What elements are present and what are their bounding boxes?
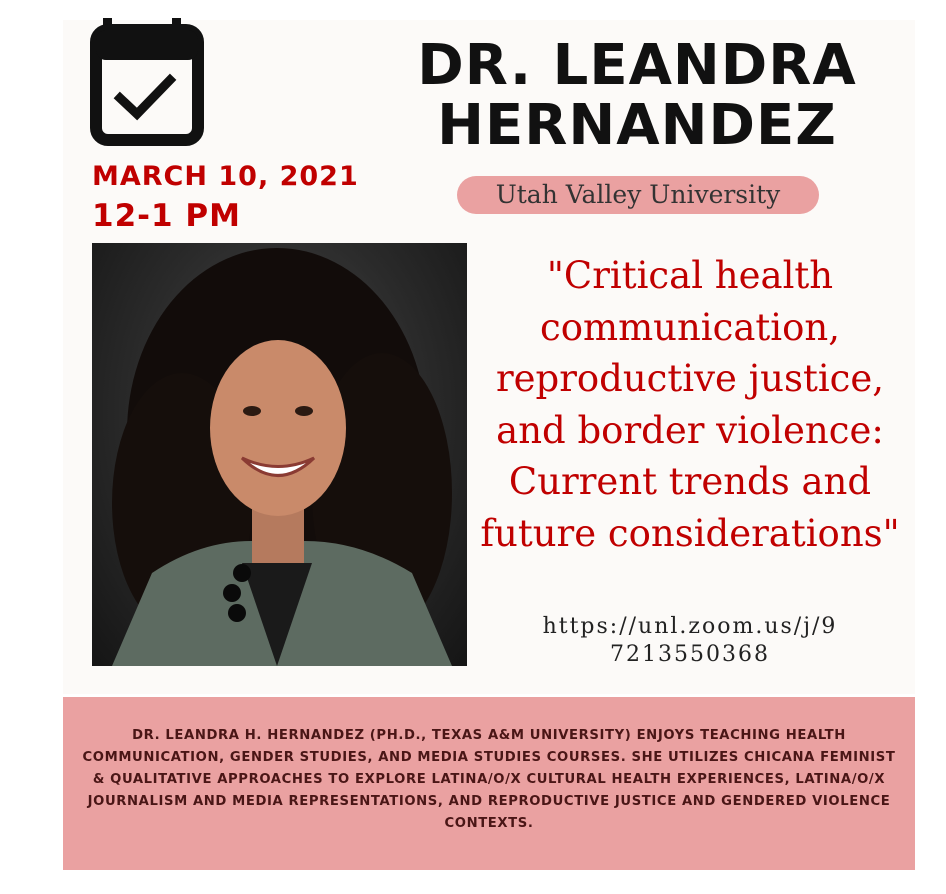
talk-title: "Critical health communication, reproductive justice, and border violence: Current trends and future considerations" [480,254,900,555]
zoom-link[interactable] [480,613,900,669]
event-date: MARCH 10, 2021 [92,161,359,192]
event-datetime [92,160,359,238]
bio-panel [63,697,915,870]
speaker-name-line1: DR. LEANDRA [417,33,857,98]
speaker-name [392,33,882,158]
affiliation-badge: Utah Valley University [457,176,819,214]
event-time: 12-1 PM [92,198,241,234]
zoom-link-line1[interactable]: https://unl.zoom.us/j/9 [542,614,838,639]
bottom-margin [0,870,946,894]
zoom-link-line2[interactable]: 7213550368 [610,642,770,667]
speaker-photo [92,243,467,666]
bio-text: DR. LEANDRA H. HERNANDEZ (PH.D., TEXAS A&M UNIVERSITY) ENJOYS TEACHING HEALTH COMMUNICATION, GENDER STUDIES, AND MEDIA STUDIES COURSES. SHE UTILIZES CHICANA FEMINIST & QUALITATIVE APPROACHES TO EXPLORE LATINA/O/X CULTURAL HEALTH EXPERIENCES, LATINA/O/X JOURNALISM AND MEDIA REPRESENTATIONS, AND REPRODUCTIVE JUSTICE AND GENDERED VIOLENCE CONTEXTS. [82,728,896,831]
calendar-check-icon [90,18,204,146]
speaker-name-line2: HERNANDEZ [437,93,837,158]
